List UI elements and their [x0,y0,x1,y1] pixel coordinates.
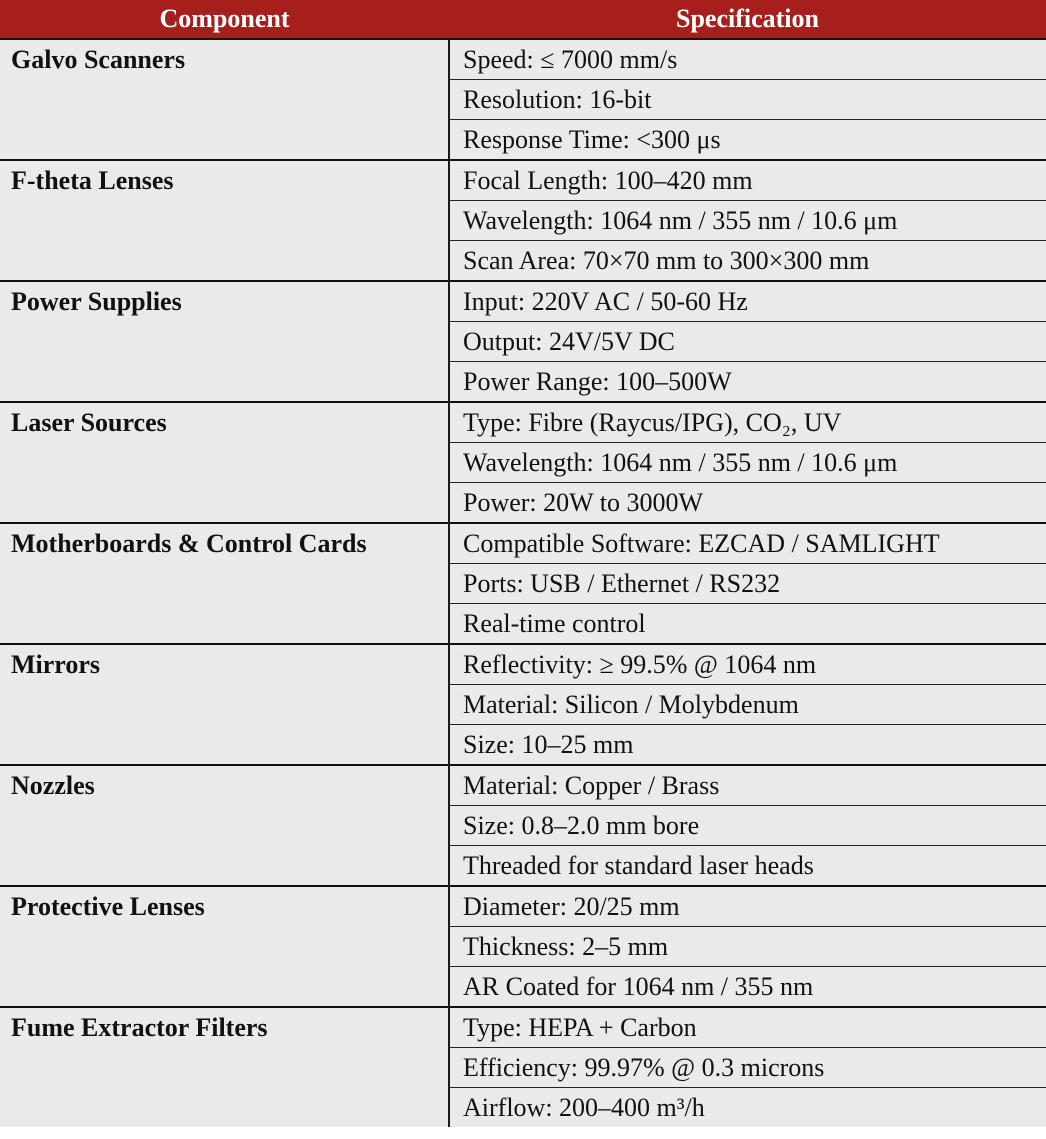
specification-cell: Efficiency: 99.97% @ 0.3 microns [449,1048,1046,1088]
specification-cell: Output: 24V/5V DC [449,322,1046,362]
table-row [0,644,1046,685]
specification-cell: Power: 20W to 3000W [449,483,1046,524]
specification-cell: Focal Length: 100–420 mm [449,160,1046,201]
specification-cell: Diameter: 20/25 mm [449,886,1046,927]
specification-cell: Type: HEPA + Carbon [449,1007,1046,1048]
table-row [0,1007,1046,1048]
specification-cell: Material: Silicon / Molybdenum [449,685,1046,725]
table-row [0,39,1046,80]
component-name-cell: F-theta Lenses [0,160,449,281]
component-name-cell: Nozzles [0,765,449,886]
specification-cell: Material: Copper / Brass [449,765,1046,806]
specification-cell: Type: Fibre (Raycus/IPG), CO₂, UV [449,402,1046,443]
table-row [0,886,1046,927]
specification-cell: Reflectivity: ≥ 99.5% @ 1064 nm [449,644,1046,685]
specification-cell: Wavelength: 1064 nm / 355 nm / 10.6 μm [449,201,1046,241]
component-name-cell: Mirrors [0,644,449,765]
component-name-cell: Laser Sources [0,402,449,523]
header-specification: Specification [449,0,1046,39]
specification-cell: Size: 10–25 mm [449,725,1046,766]
table-row [0,160,1046,201]
table-row [0,402,1046,443]
specification-cell: Size: 0.8–2.0 mm bore [449,806,1046,846]
header-component: Component [0,0,449,39]
table-row [0,281,1046,322]
specification-cell: Resolution: 16-bit [449,80,1046,120]
specification-cell: Airflow: 200–400 m³/h [449,1088,1046,1128]
specification-cell: Speed: ≤ 7000 mm/s [449,39,1046,80]
table-row [0,765,1046,806]
specification-cell: Wavelength: 1064 nm / 355 nm / 10.6 μm [449,443,1046,483]
specification-cell: Input: 220V AC / 50-60 Hz [449,281,1046,322]
component-name-cell: Motherboards & Control Cards [0,523,449,644]
table-body [0,39,1046,1127]
specification-cell: Response Time: <300 μs [449,120,1046,161]
specification-cell: Compatible Software: EZCAD / SAMLIGHT [449,523,1046,564]
specification-cell: Ports: USB / Ethernet / RS232 [449,564,1046,604]
specification-cell: AR Coated for 1064 nm / 355 nm [449,967,1046,1008]
table-row [0,523,1046,564]
specification-cell: Power Range: 100–500W [449,362,1046,403]
component-name-cell: Galvo Scanners [0,39,449,160]
specification-cell: Thickness: 2–5 mm [449,927,1046,967]
specification-cell: Scan Area: 70×70 mm to 300×300 mm [449,241,1046,282]
component-name-cell: Power Supplies [0,281,449,402]
specification-cell: Threaded for standard laser heads [449,846,1046,887]
component-name-cell: Protective Lenses [0,886,449,1007]
specification-cell: Real-time control [449,604,1046,645]
component-name-cell: Fume Extractor Filters [0,1007,449,1127]
table-header-row [0,0,1046,39]
